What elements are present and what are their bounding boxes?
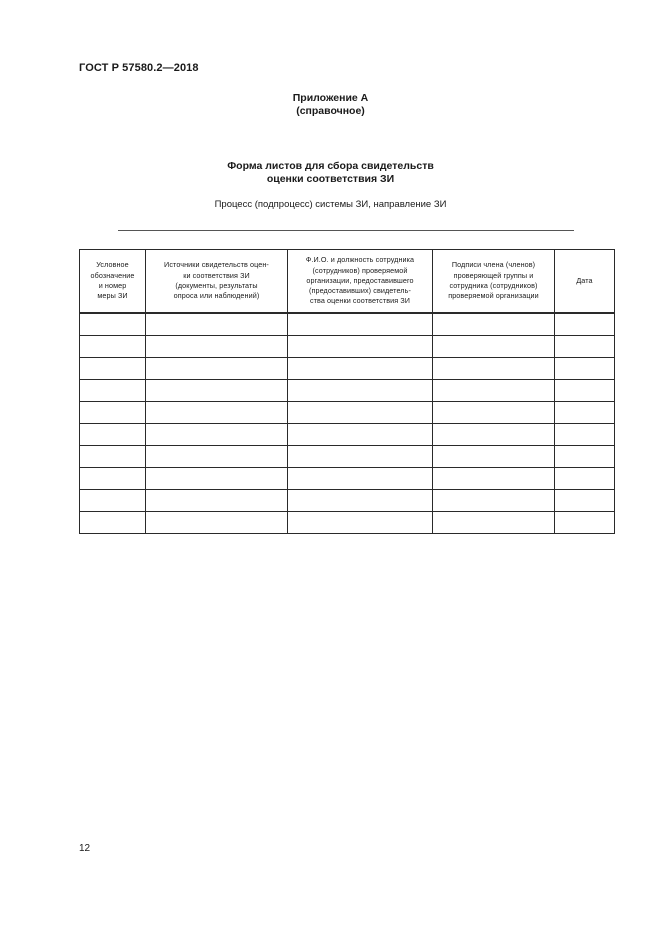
table-header-row xyxy=(80,250,615,314)
column-header-line: проверяющей группы и xyxy=(453,270,534,280)
column-header-signatures xyxy=(433,250,555,314)
table-body xyxy=(80,313,615,534)
table-cell-measure-id[interactable] xyxy=(80,446,146,468)
table-cell-employee-name-position[interactable] xyxy=(288,358,433,380)
column-header-evidence-sources xyxy=(146,250,288,314)
table-row xyxy=(80,402,615,424)
table-row xyxy=(80,512,615,534)
appendix-heading xyxy=(0,92,661,118)
table-cell-date[interactable] xyxy=(555,380,615,402)
table-cell-employee-name-position[interactable] xyxy=(288,402,433,424)
table-cell-date[interactable] xyxy=(555,424,615,446)
column-header-line: (предоставивших) свидетель- xyxy=(309,286,411,296)
page-number: 12 xyxy=(79,843,91,854)
table-cell-measure-id[interactable] xyxy=(80,358,146,380)
table-cell-date[interactable] xyxy=(555,446,615,468)
table-cell-date[interactable] xyxy=(555,512,615,534)
table-cell-date[interactable] xyxy=(555,313,615,336)
table-cell-employee-name-position[interactable] xyxy=(288,424,433,446)
table-cell-signatures[interactable] xyxy=(433,380,555,402)
column-header-line: сотрудника (сотрудников) xyxy=(449,281,538,290)
table-cell-measure-id[interactable] xyxy=(80,424,146,446)
column-header-line: опроса или наблюдений) xyxy=(173,291,260,301)
table-cell-evidence-sources[interactable] xyxy=(146,468,288,490)
column-header-date xyxy=(555,250,615,314)
table-cell-employee-name-position[interactable] xyxy=(288,490,433,512)
column-header-line: ки соответствия ЗИ xyxy=(183,270,250,280)
table-cell-signatures[interactable] xyxy=(433,490,555,512)
table-cell-employee-name-position[interactable] xyxy=(288,446,433,468)
table-cell-employee-name-position[interactable] xyxy=(288,336,433,358)
column-header-line: обозначение xyxy=(90,270,135,280)
table-row xyxy=(80,490,615,512)
column-header-line: Источники свидетельств оцен- xyxy=(164,260,269,270)
table-cell-evidence-sources[interactable] xyxy=(146,424,288,446)
table-cell-measure-id[interactable] xyxy=(80,402,146,424)
process-input-line[interactable] xyxy=(118,230,574,231)
column-header-line: (документы, результаты xyxy=(175,281,258,290)
process-label: Процесс (подпроцесс) системы ЗИ, направление ЗИ xyxy=(214,199,447,210)
table-cell-employee-name-position[interactable] xyxy=(288,313,433,336)
table-cell-date[interactable] xyxy=(555,358,615,380)
form-title-line-2: оценки соответствия ЗИ xyxy=(266,173,395,185)
table-cell-signatures[interactable] xyxy=(433,402,555,424)
table-cell-date[interactable] xyxy=(555,490,615,512)
table-cell-evidence-sources[interactable] xyxy=(146,512,288,534)
column-header-line: проверяемой организации xyxy=(448,291,539,301)
column-header-line: организации, предоставившего xyxy=(306,275,414,285)
table-cell-measure-id[interactable] xyxy=(80,380,146,402)
table-cell-signatures[interactable] xyxy=(433,424,555,446)
table-cell-measure-id[interactable] xyxy=(80,512,146,534)
column-header-line: Ф.И.О. и должность сотрудника xyxy=(305,255,415,265)
appendix-title: Приложение А xyxy=(292,92,369,104)
table-row xyxy=(80,424,615,446)
table-cell-evidence-sources[interactable] xyxy=(146,380,288,402)
table-cell-evidence-sources[interactable] xyxy=(146,490,288,512)
form-title-line-1: Форма листов для сбора свидетельств xyxy=(227,160,434,172)
table-cell-employee-name-position[interactable] xyxy=(288,468,433,490)
table-cell-signatures[interactable] xyxy=(433,446,555,468)
evidence-table xyxy=(79,249,615,534)
column-header-line: ства оценки соответствия ЗИ xyxy=(309,296,411,306)
table-cell-measure-id[interactable] xyxy=(80,468,146,490)
table-cell-evidence-sources[interactable] xyxy=(146,313,288,336)
table-row xyxy=(80,468,615,490)
table-cell-evidence-sources[interactable] xyxy=(146,402,288,424)
table-cell-date[interactable] xyxy=(555,336,615,358)
table-cell-employee-name-position[interactable] xyxy=(288,512,433,534)
table-row xyxy=(80,336,615,358)
table-cell-measure-id[interactable] xyxy=(80,313,146,336)
table-cell-evidence-sources[interactable] xyxy=(146,358,288,380)
column-header-line: (сотрудников) проверяемой xyxy=(312,265,408,275)
table-cell-signatures[interactable] xyxy=(433,468,555,490)
table-row xyxy=(80,358,615,380)
table-cell-date[interactable] xyxy=(555,402,615,424)
column-header-employee-name-position xyxy=(288,250,433,314)
standard-code: ГОСТ Р 57580.2—2018 xyxy=(79,62,199,74)
column-header-measure-id xyxy=(80,250,146,314)
table-cell-measure-id[interactable] xyxy=(80,336,146,358)
table-cell-signatures[interactable] xyxy=(433,336,555,358)
table-cell-evidence-sources[interactable] xyxy=(146,446,288,468)
table-cell-signatures[interactable] xyxy=(433,358,555,380)
table-cell-measure-id[interactable] xyxy=(80,490,146,512)
form-title xyxy=(0,160,661,186)
column-header-line: Подписи члена (членов) xyxy=(451,260,536,270)
table-cell-signatures[interactable] xyxy=(433,512,555,534)
column-header-line: меры ЗИ xyxy=(97,291,128,301)
column-header-line: Дата xyxy=(576,275,593,285)
appendix-subtitle: (справочное) xyxy=(296,105,365,117)
table-cell-date[interactable] xyxy=(555,468,615,490)
table-row xyxy=(80,380,615,402)
column-header-line: Условное xyxy=(96,260,129,270)
column-header-line: и номер xyxy=(98,281,127,290)
table-row xyxy=(80,446,615,468)
table-row xyxy=(80,313,615,336)
table-cell-employee-name-position[interactable] xyxy=(288,380,433,402)
table-cell-evidence-sources[interactable] xyxy=(146,336,288,358)
table-cell-signatures[interactable] xyxy=(433,313,555,336)
